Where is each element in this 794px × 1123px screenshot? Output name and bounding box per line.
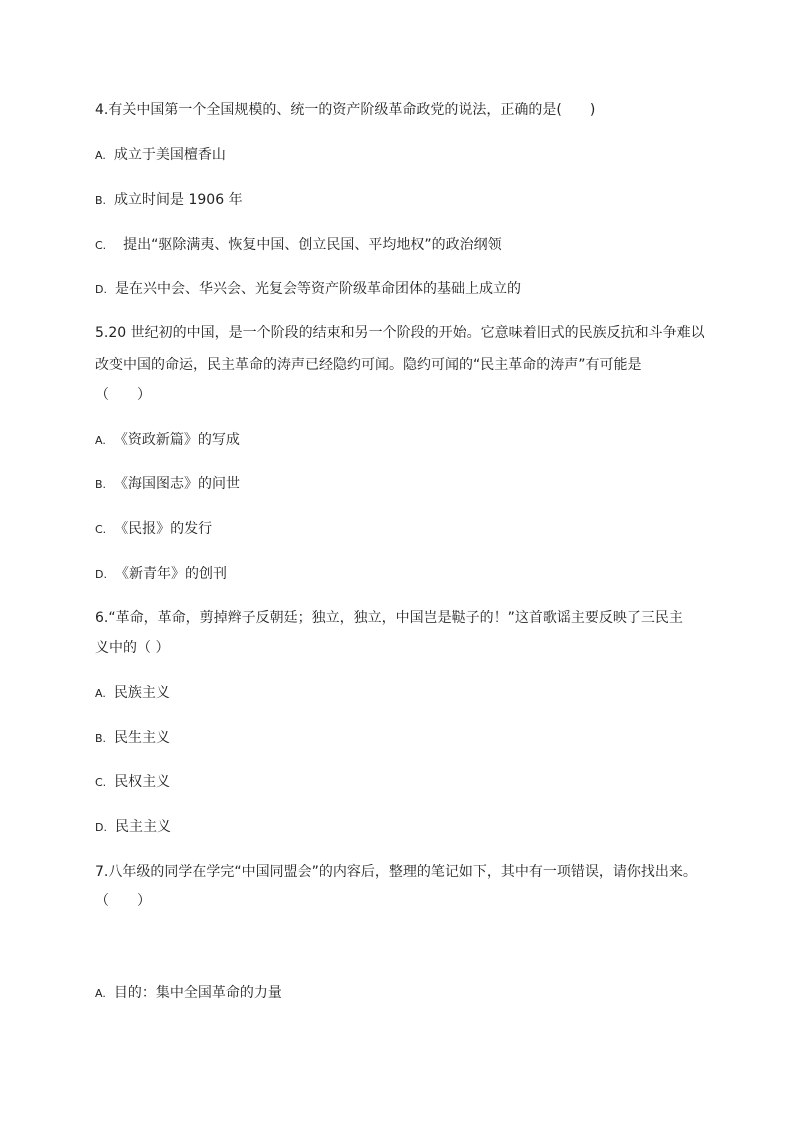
question-7-option-a	[95, 983, 282, 1004]
question-5-stem-line-3: （ ）	[95, 387, 151, 403]
option-letter: B.	[95, 732, 107, 745]
question-7-stem-line-2: （ ）	[95, 893, 151, 909]
option-letter: A.	[95, 434, 106, 447]
option-letter: B.	[95, 194, 107, 207]
question-5-stem-line-2: 改变中国的命运，民主革命的涛声已经隐约可闻。隐约可闻的“民主革命的涛声”有可能是	[95, 357, 642, 373]
option-text: 成立于美国檀香山	[113, 147, 226, 163]
option-letter: B.	[95, 478, 107, 491]
question-5-stem-line-1: 5.20 世纪初的中国，是一个阶段的结束和另一个阶段的开始。它意味着旧式的民族反抗和斗争难以	[95, 325, 705, 341]
option-letter: A.	[95, 687, 106, 700]
question-6-option-a	[95, 683, 170, 704]
option-letter: A.	[95, 149, 106, 162]
option-letter: A.	[95, 987, 106, 1000]
option-text: 目的：集中全国革命的力量	[113, 985, 282, 1001]
question-4-option-a	[95, 145, 226, 166]
option-letter: C.	[95, 776, 107, 789]
question-4-option-c	[95, 235, 502, 256]
option-text: 提出“驱除满夷、恢复中国、创立民国、平均地权”的政治纲领	[114, 237, 502, 253]
question-6-stem-line-1: 6.“革命，革命，剪掉辫子反朝廷；独立，独立，中国岂是鞑子的！”这首歌谣主要反映了三民主	[95, 610, 683, 626]
question-4-option-d	[95, 279, 521, 300]
option-text: 《资政新篇》的写成	[113, 432, 240, 448]
question-5-option-d	[95, 564, 227, 585]
question-4-option-b	[95, 190, 243, 211]
question-5-option-c	[95, 519, 212, 540]
question-5-option-b	[95, 474, 240, 495]
question-6-option-d	[95, 817, 171, 838]
question-7-stem-line-1: 7.八年级的同学在学完“中国同盟会”的内容后，整理的笔记如下，其中有一项错误，请你找出来。	[95, 864, 697, 880]
option-letter: D.	[95, 568, 107, 581]
option-letter: D.	[95, 821, 107, 834]
question-6-stem-line-2: 义中的（ ）	[95, 640, 170, 656]
question-4-stem: 4.有关中国第一个全国规模的、统一的资产阶级革命政党的说法，正确的是( )	[95, 102, 596, 118]
question-6-option-c	[95, 772, 170, 793]
question-5-option-a	[95, 430, 240, 451]
option-letter: C.	[95, 523, 107, 536]
option-text: 民权主义	[114, 774, 171, 790]
option-text: 《民报》的发行	[114, 521, 213, 537]
option-letter: D.	[95, 283, 107, 296]
option-text: 成立时间是 1906 年	[114, 192, 243, 208]
option-text: 民生主义	[114, 730, 171, 746]
option-text: 民族主义	[113, 685, 170, 701]
option-text: 民主主义	[114, 819, 171, 835]
option-text: 《海国图志》的问世	[114, 476, 241, 492]
question-6-option-b	[95, 728, 170, 749]
option-text: 《新青年》的创刊	[114, 566, 227, 582]
option-letter: C.	[95, 239, 107, 252]
option-text: 是在兴中会、华兴会、光复会等资产阶级革命团体的基础上成立的	[114, 281, 521, 297]
